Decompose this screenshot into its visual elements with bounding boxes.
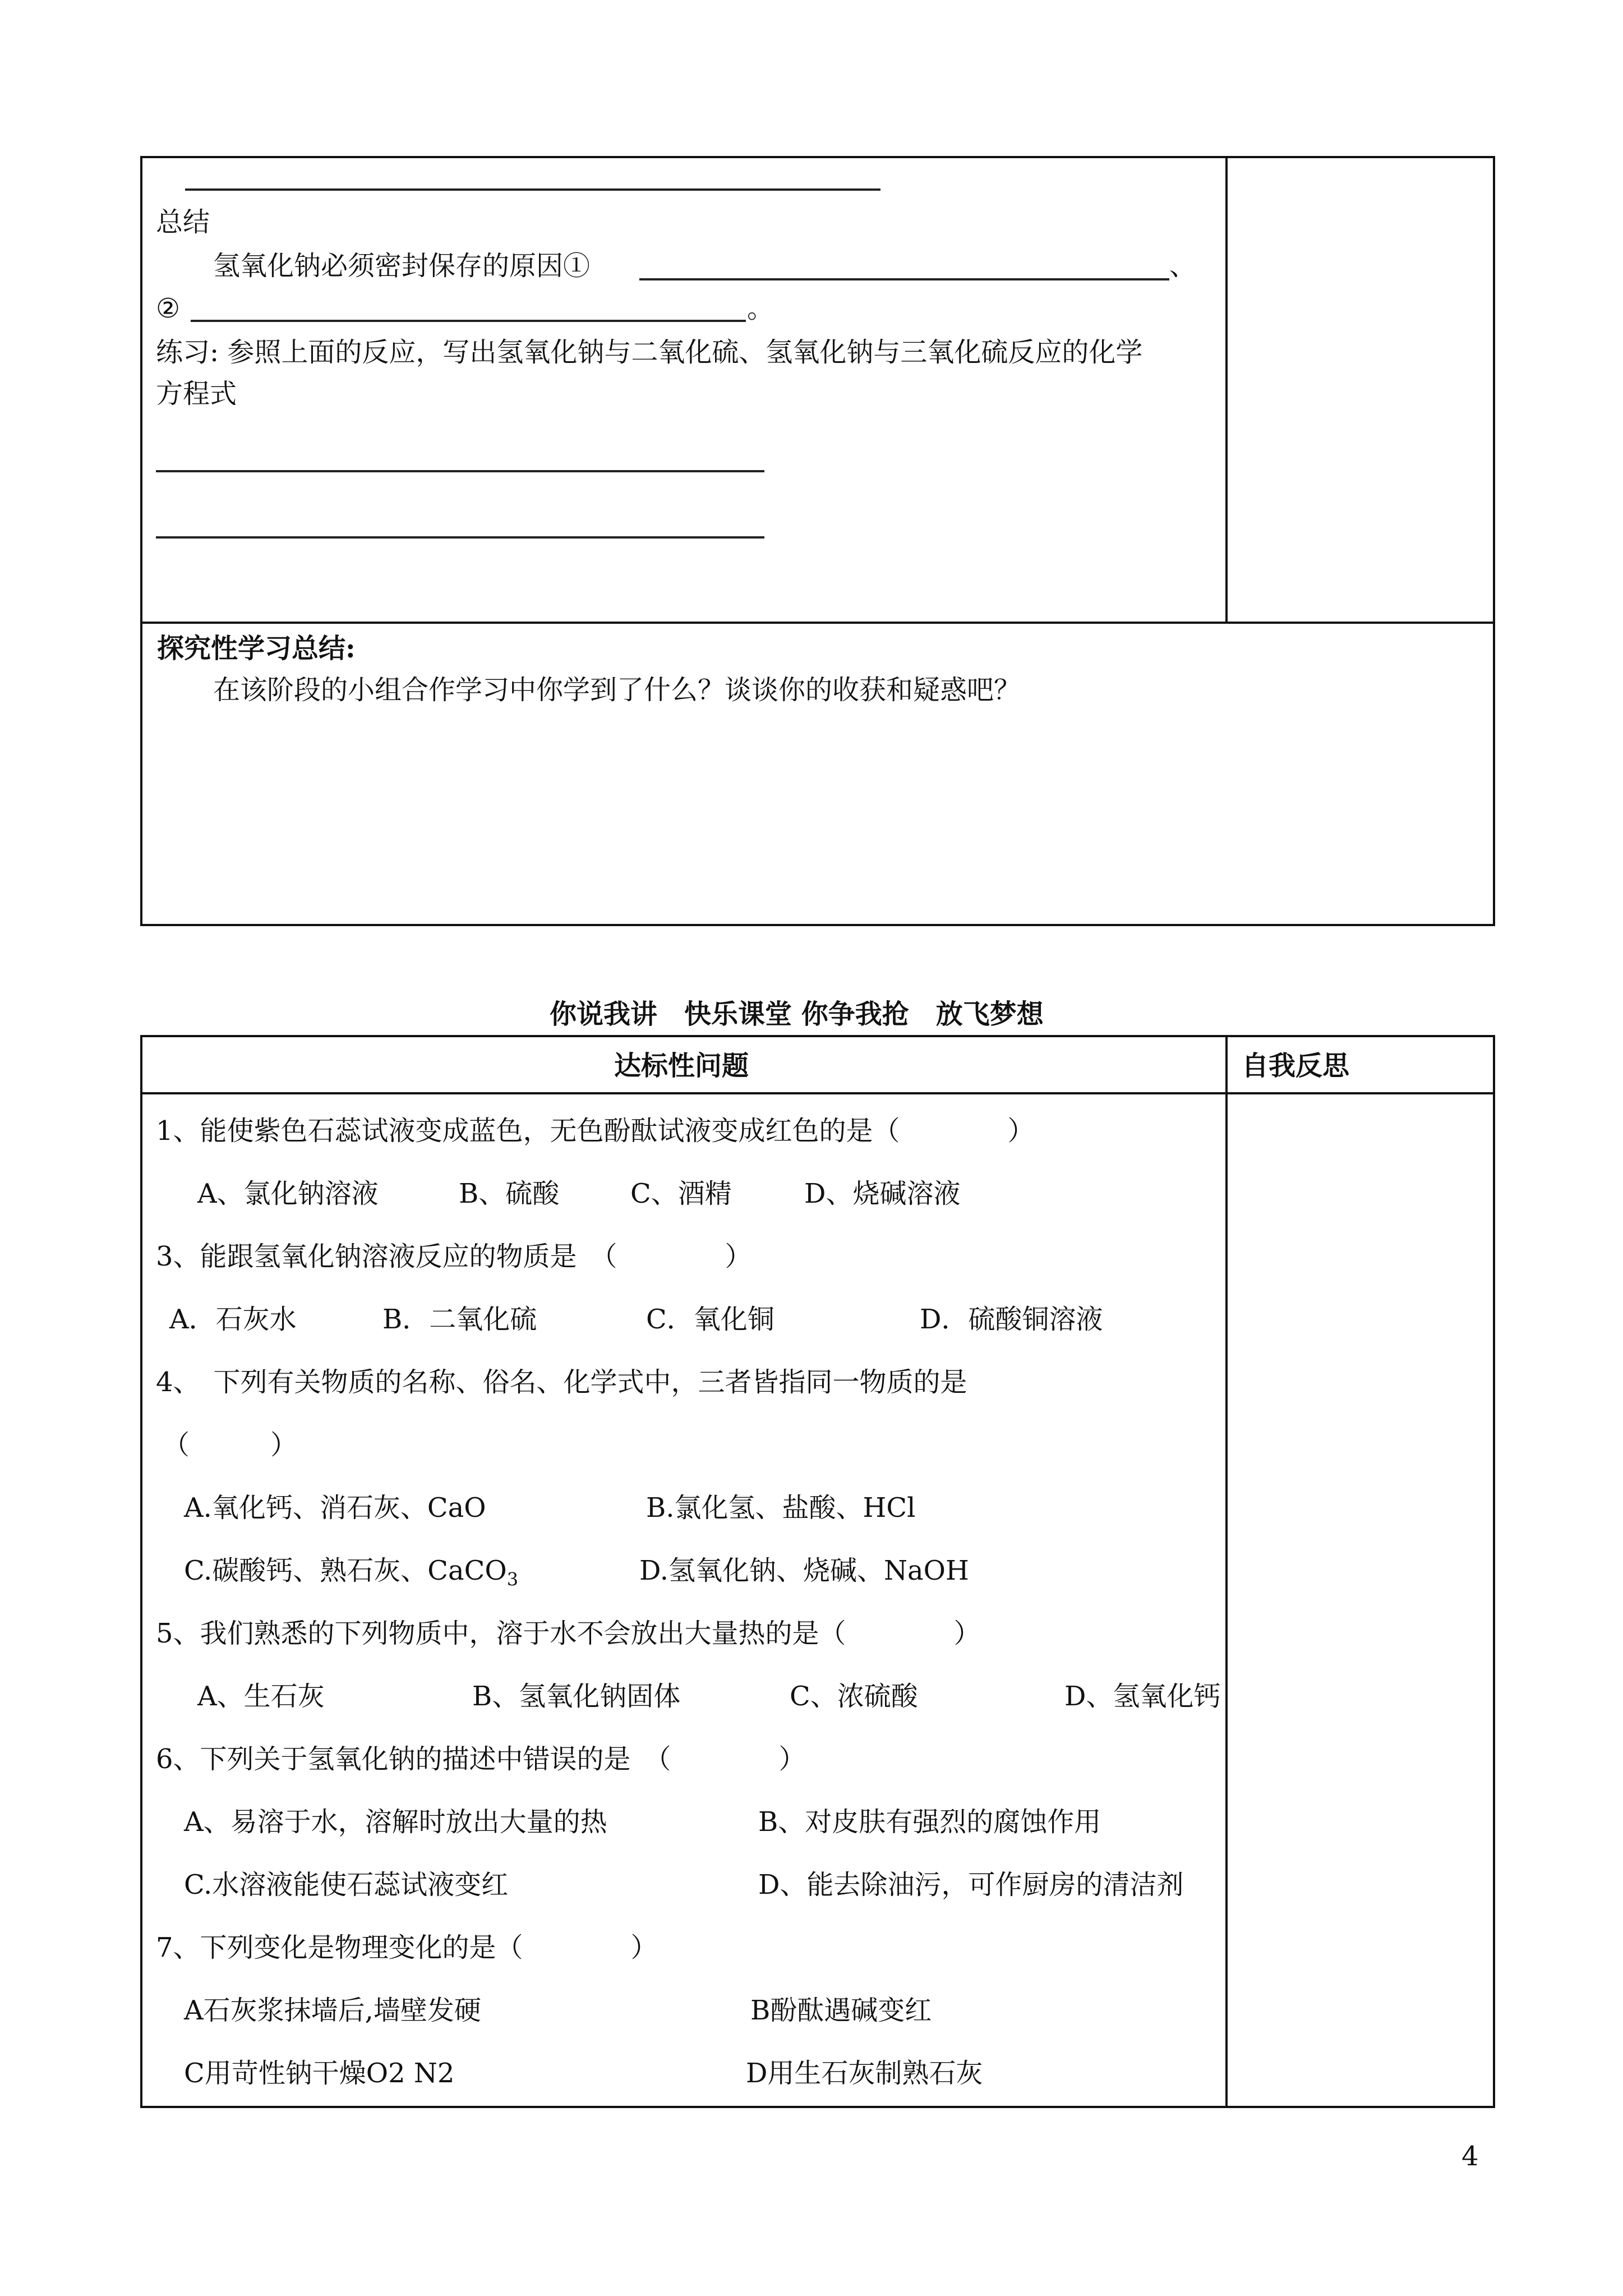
- answer-blank[interactable]: [185, 188, 880, 191]
- q5-option-b[interactable]: B、氢氧化钠固体: [472, 1681, 681, 1712]
- q6-option-c[interactable]: C.水溶液能使石蕊试液变红: [184, 1869, 509, 1901]
- q7-option-c[interactable]: C用苛性钠干燥O2 N2: [184, 2058, 455, 2089]
- q1-option-a[interactable]: A、氯化钠溶液: [197, 1178, 379, 1209]
- q6-option-a[interactable]: A、易溶于水，溶解时放出大量的热: [184, 1806, 607, 1838]
- reason2-blank[interactable]: [191, 320, 746, 322]
- q4-option-c[interactable]: [184, 1554, 518, 1596]
- table1-bottom-border: [140, 924, 1495, 926]
- q1-option-d[interactable]: D、烧碱溶液: [804, 1178, 961, 1209]
- question-3: 3、能跟氢氧化钠溶液反应的物质是 （ ）: [156, 1241, 752, 1272]
- reflection-column-header: 自我反思: [1242, 1050, 1350, 1082]
- page-number: 4: [1461, 2141, 1479, 2172]
- question-1: 1、能使紫色石蕊试液变成蓝色，无色酚酞试液变成红色的是（ ）: [156, 1115, 1035, 1147]
- q7-option-a[interactable]: A石灰浆抹墙后,墙壁发硬: [184, 1995, 481, 2026]
- q1-option-b[interactable]: B、硫酸: [459, 1178, 560, 1209]
- reason2-end: 。: [747, 293, 774, 324]
- q1-option-c[interactable]: C、酒精: [630, 1178, 732, 1209]
- q5-option-d[interactable]: D、氢氧化钙: [1064, 1681, 1221, 1712]
- slogan: 你说我讲 快乐课堂 你争我抢 放飞梦想: [550, 999, 1044, 1030]
- reason1-blank[interactable]: [639, 278, 1169, 280]
- q4-option-d[interactable]: D.氢氧化钠、烧碱、NaOH: [639, 1555, 969, 1586]
- table2-right-border: [1493, 1035, 1495, 2108]
- table1-row-divider: [140, 622, 1495, 624]
- exercise-line1: 练习: 参照上面的反应，写出氢氧化钠与二氧化硫、氢氧化钠与三氧化硫反应的化学: [156, 337, 1143, 368]
- equation-blank-1[interactable]: [156, 470, 764, 472]
- question-4-line2: （ ）: [163, 1429, 298, 1461]
- naoh-reason-prefix: 氢氧化钠必须密封保存的原因①: [213, 250, 591, 282]
- exercise-line2: 方程式: [156, 378, 237, 409]
- q4-option-a[interactable]: A.氧化钙、消石灰、CaO: [184, 1492, 486, 1524]
- q6-option-b[interactable]: B、对皮肤有强烈的腐蚀作用: [758, 1806, 1101, 1838]
- q5-option-c[interactable]: C、浓硫酸: [790, 1681, 918, 1712]
- questions-column-header: 达标性问题: [614, 1050, 749, 1082]
- q7-option-d[interactable]: D用生石灰制熟石灰: [746, 2058, 983, 2089]
- q3-option-d[interactable]: D．硫酸铜溶液: [920, 1304, 1103, 1335]
- q4-option-c-subscript: 3: [506, 1568, 519, 1590]
- q3-option-b[interactable]: B．二氧化硫: [382, 1304, 537, 1335]
- q3-option-c[interactable]: C．氧化铜: [646, 1304, 774, 1335]
- question-4-line1: 4、 下列有关物质的名称、俗名、化学式中，三者皆指同一物质的是: [156, 1366, 967, 1398]
- q3-option-a[interactable]: A．石灰水: [169, 1304, 297, 1335]
- equation-blank-2[interactable]: [156, 536, 764, 539]
- question-7: 7、下列变化是物理变化的是（ ）: [156, 1932, 658, 1963]
- table2-bottom-border: [140, 2106, 1495, 2108]
- q4-option-c-text: C.碳酸钙、熟石灰、CaCO: [184, 1555, 507, 1586]
- table2-top-border: [140, 1035, 1495, 1037]
- reason2-prefix: ②: [156, 293, 181, 324]
- question-5: 5、我们熟悉的下列物质中，溶于水不会放出大量热的是（ ）: [156, 1618, 981, 1649]
- inquiry-summary-question: 在该阶段的小组合作学习中你学到了什么？谈谈你的收获和疑惑吧？: [213, 674, 1021, 706]
- table1-left-border: [140, 156, 142, 926]
- table1-top-border: [140, 156, 1495, 158]
- inquiry-summary-heading: 探究性学习总结:: [157, 633, 356, 664]
- q6-option-d[interactable]: D、能去除油污，可作厨房的清洁剂: [758, 1869, 1184, 1901]
- q7-option-b[interactable]: B酚酞遇碱变红: [750, 1995, 932, 2026]
- q4-option-b[interactable]: B.氯化氢、盐酸、HCl: [646, 1492, 916, 1524]
- table2-left-border: [140, 1035, 142, 2108]
- table2-column-divider: [1225, 1035, 1228, 2108]
- q5-option-a[interactable]: A、生石灰: [197, 1681, 325, 1712]
- table1-column-divider: [1225, 156, 1228, 623]
- summary-heading: 总结: [156, 206, 210, 238]
- question-6: 6、下列关于氢氧化钠的描述中错误的是 （ ）: [156, 1743, 806, 1775]
- table2-header-divider: [140, 1092, 1495, 1094]
- reason-separator: 、: [1169, 250, 1197, 282]
- table1-right-border: [1493, 156, 1495, 926]
